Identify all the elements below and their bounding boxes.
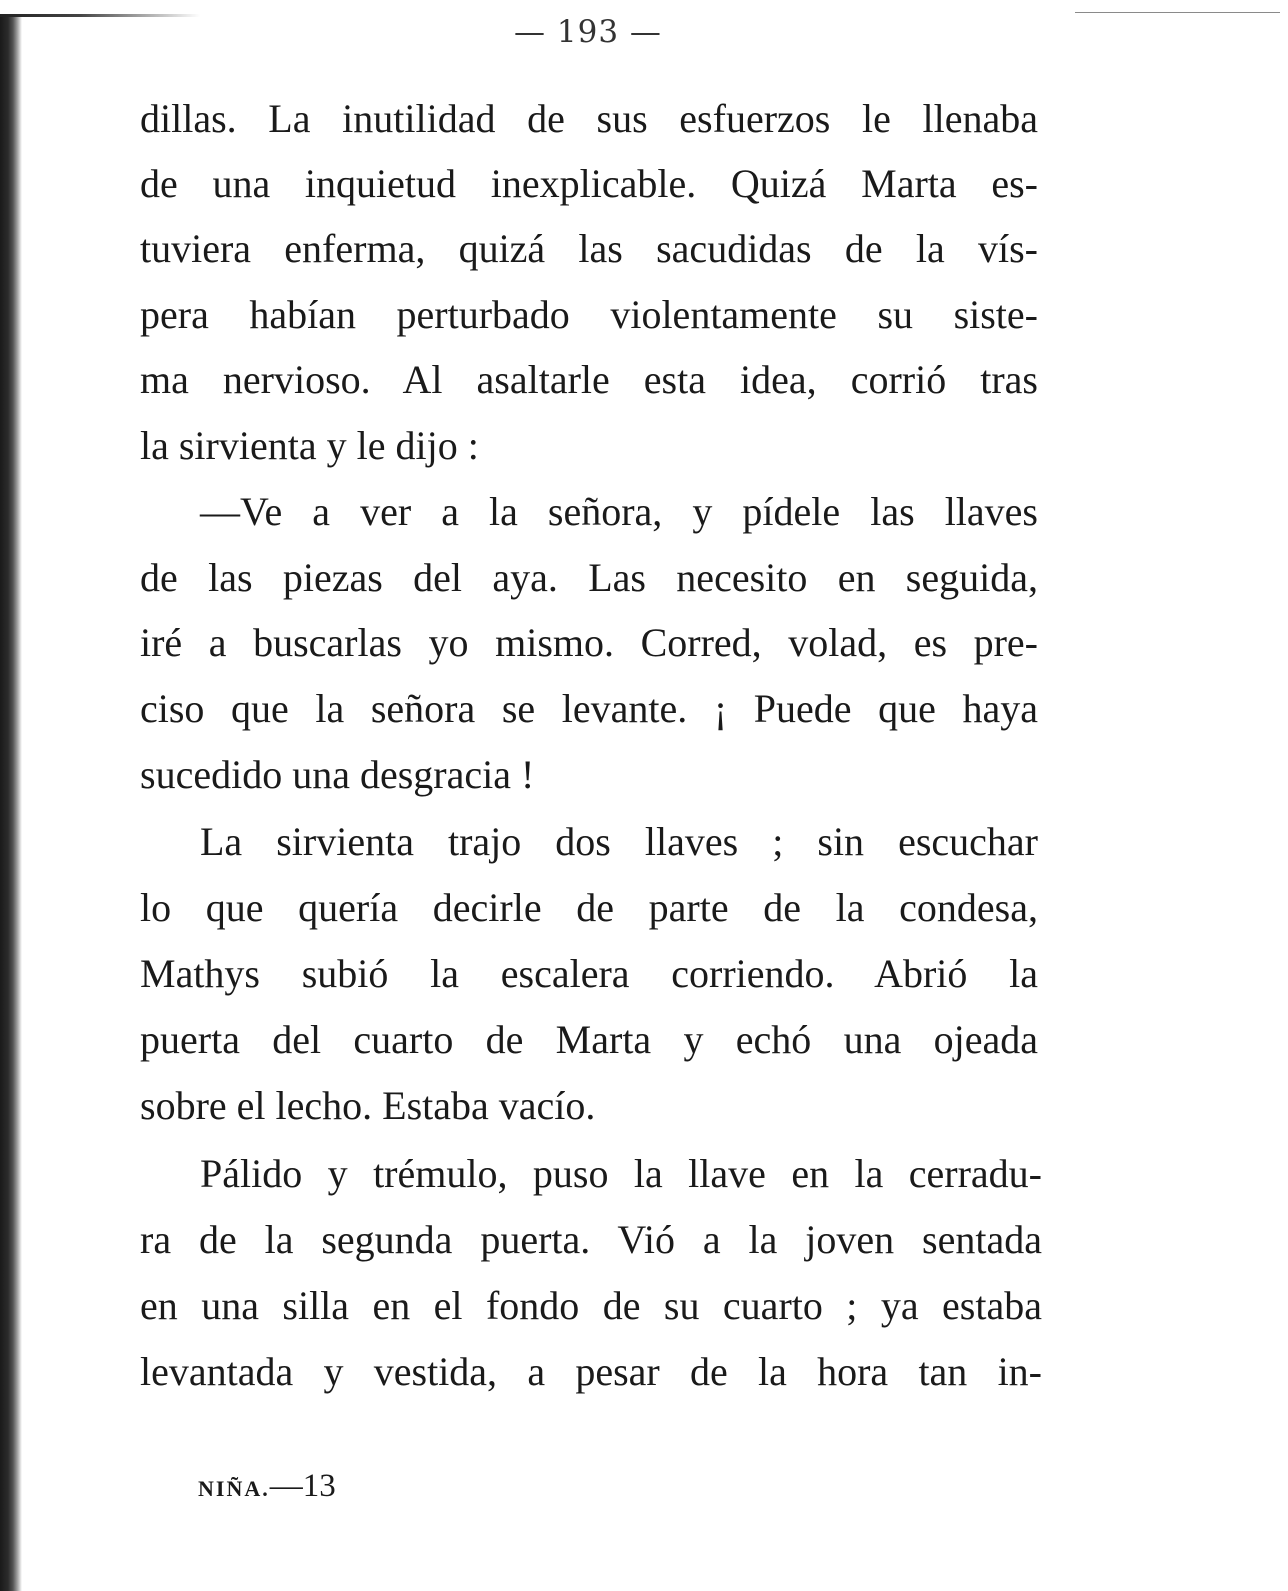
text-line: sucedido una desgracia ! (140, 752, 535, 797)
printer-signature-mark (198, 1464, 336, 1511)
signature-label: NIÑA. (198, 1476, 270, 1501)
text-line: en una silla en el fondo de su cuarto ; ya estaba (140, 1283, 1042, 1328)
page-binding-edge (0, 14, 22, 1591)
text-line: lo que quería decirle de parte de la condesa, (140, 885, 1038, 930)
signature-number: —13 (269, 1468, 336, 1504)
text-line: Pálido y trémulo, puso la llave en la cerradu- (200, 1151, 1042, 1196)
page-number: — 193 — (514, 14, 662, 50)
text-line: de las piezas del aya. Las necesito en seguida, (140, 555, 1038, 600)
text-line: tuviera enferma, quizá las sacudidas de la vís- (140, 226, 1038, 271)
text-line: pera habían perturbado violentamente su siste- (140, 292, 1038, 337)
text-line: iré a buscarlas yo mismo. Corred, volad, es pre- (140, 620, 1038, 665)
text-line: ra de la segunda puerta. Vió a la joven sentada (140, 1217, 1042, 1262)
text-line: la sirvienta y le dijo : (140, 423, 479, 468)
text-line: sobre el lecho. Estaba vacío. (140, 1083, 596, 1128)
top-rule-right (1075, 12, 1280, 13)
text-line: —Ve a ver a la señora, y pídele las llaves (200, 489, 1038, 534)
text-line: levantada y vestida, a pesar de la hora tan in- (140, 1349, 1042, 1394)
text-line: de una inquietud inexplicable. Quizá Marta es- (140, 161, 1038, 206)
text-line: La sirvienta trajo dos llaves ; sin escuchar (200, 819, 1038, 864)
text-line: dillas. La inutilidad de sus esfuerzos le llenaba (140, 96, 1038, 141)
text-line: Mathys subió la escalera corriendo. Abrió la (140, 951, 1038, 996)
text-line: puerta del cuarto de Marta y echó una ojeada (140, 1017, 1038, 1062)
text-line: ciso que la señora se levante. ¡ Puede que haya (140, 686, 1038, 731)
text-line: ma nervioso. Al asaltarle esta idea, corrió tras (140, 357, 1038, 402)
